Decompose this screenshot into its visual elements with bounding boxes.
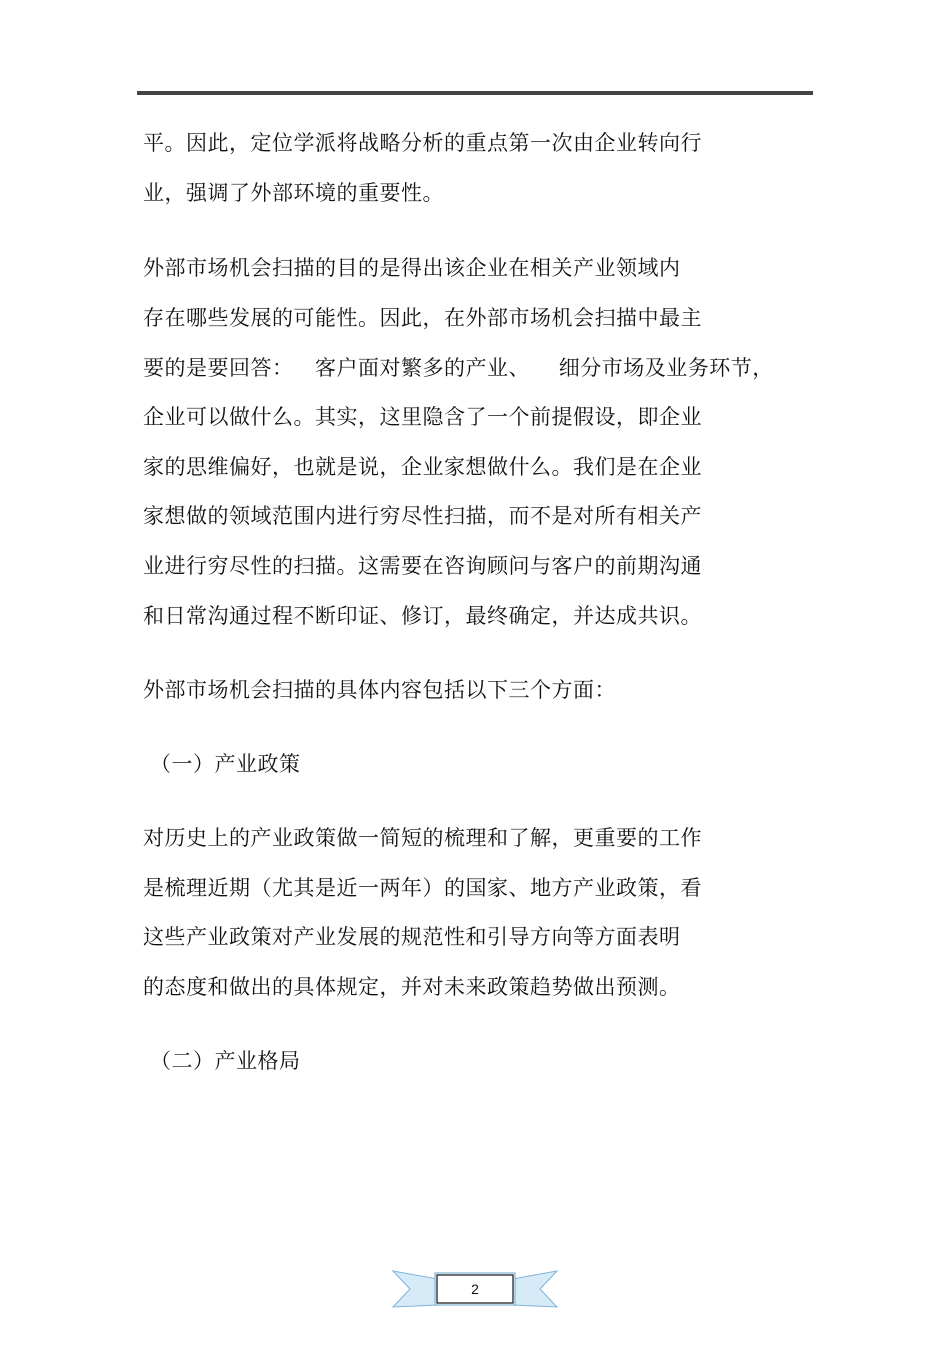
section-heading: （二）产业格局 (150, 1049, 301, 1073)
text-line: 对历史上的产业政策做一简短的梳理和了解，更重要的工作 (143, 826, 702, 850)
text-line: 这些产业政策对产业发展的规范性和引导方向等方面表明 (143, 925, 681, 949)
text-line: 家想做的领域范围内进行穷尽性扫描，而不是对所有相关产 (143, 504, 702, 528)
text-line: 要的是要回答： 客户面对繁多的产业、 细分市场及业务环节， (143, 356, 774, 380)
text-line: 外部市场机会扫描的具体内容包括以下三个方面： (143, 678, 616, 702)
page-number: 2 (471, 1281, 479, 1297)
text-line: 企业可以做什么。其实，这里隐含了一个前提假设，即企业 (143, 405, 702, 429)
section-heading: （一）产业政策 (150, 752, 301, 776)
text-line: 平。因此，定位学派将战略分析的重点第一次由企业转向行 (143, 131, 702, 155)
text-line: 是梳理近期（尤其是近一两年）的国家、地方产业政策，看 (143, 876, 702, 900)
text-line: 和日常沟通过程不断印证、修订，最终确定，并达成共识。 (143, 604, 702, 628)
text-line: 外部市场机会扫描的目的是得出该企业在相关产业领域内 (143, 256, 681, 280)
text-line: 存在哪些发展的可能性。因此，在外部市场机会扫描中最主 (143, 306, 702, 330)
text-line: 的态度和做出的具体规定，并对未来政策趋势做出预测。 (143, 975, 681, 999)
text-line: 家的思维偏好，也就是说，企业家想做什么。我们是在企业 (143, 455, 702, 479)
page-footer (390, 1265, 560, 1315)
text-line: 业进行穷尽性的扫描。这需要在咨询顾问与客户的前期沟通 (143, 554, 702, 578)
text-line: 业，强调了外部环境的重要性。 (143, 181, 444, 205)
